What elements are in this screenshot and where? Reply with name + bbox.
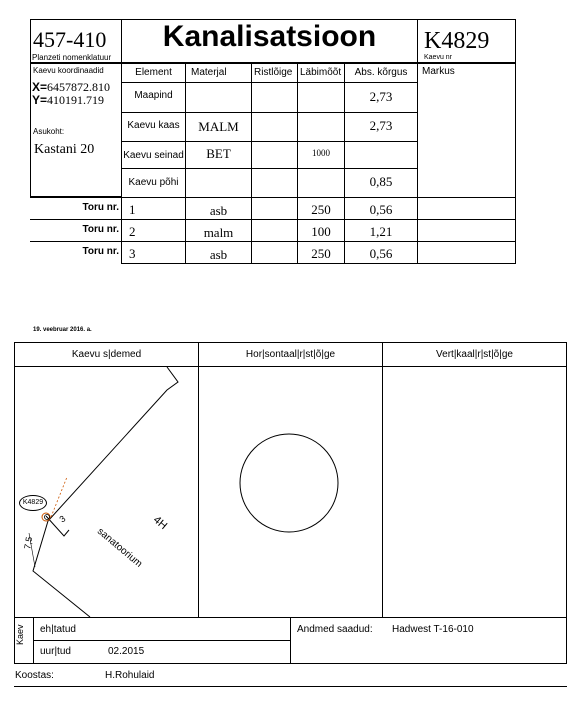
pipe-labimoot: 250: [311, 202, 331, 217]
header-rule: [30, 62, 516, 64]
card-border-left: [30, 19, 31, 197]
well-id-caption: Kaevu nr: [424, 54, 453, 61]
sketch-well-label: K4829: [19, 495, 47, 511]
plan-number: 457-410: [33, 27, 107, 52]
well-plan-circle: [199, 367, 382, 617]
pipe-number: 1: [129, 202, 136, 217]
table-rule: [121, 263, 516, 264]
vertical-section-title: Vert|kaal|r|st|õ|ge: [436, 349, 513, 360]
pipe-labimoot: 250: [311, 246, 331, 261]
row-material: BET: [206, 146, 231, 161]
andmed-label: Andmed saadud:: [297, 624, 373, 635]
coords-caption: Kaevu koordinaadid: [33, 66, 104, 75]
uuritud-label: uur|tud: [40, 646, 71, 657]
pipe-label: Toru nr.: [82, 224, 119, 235]
col-header-labimoot: Läbimõõt: [300, 67, 342, 78]
pipe-material: asb: [209, 203, 228, 218]
table-rule: [122, 141, 417, 142]
row-abs-korgus: 2,73: [369, 89, 393, 104]
sketch-building-name: sanatoorium: [94, 526, 145, 570]
document-date: 19. veebruar 2016. a.: [33, 327, 92, 333]
row-labimoot: 1000: [312, 148, 330, 158]
pipe-label: Toru nr.: [82, 202, 119, 213]
page-title: Kanalisatsioon: [162, 20, 377, 53]
row-material: MALM: [198, 119, 239, 134]
card-divider-right: [417, 19, 418, 264]
sheet-col-divider: [382, 342, 383, 618]
address-caption: Asukoht:: [33, 127, 65, 136]
site-sketch: [15, 367, 198, 617]
sketch-dimension: 3: [57, 513, 68, 525]
card-border-right: [515, 19, 516, 264]
pipe-number: 2: [129, 224, 136, 239]
pipe-abs-korgus: 1,21: [369, 224, 393, 239]
row-element: Kaevu kaas: [127, 120, 180, 131]
table-rule: [122, 168, 417, 169]
table-col-rule: [251, 62, 252, 264]
table-rule: [30, 241, 516, 242]
footer-bottom-rule: [14, 686, 567, 687]
y-coordinate: [32, 93, 104, 108]
pipe-abs-korgus: 0,56: [369, 202, 393, 217]
address: Kastani 20: [34, 142, 95, 157]
uuritud-date: 02.2015: [108, 646, 145, 657]
sketch-dimension: 7,5: [22, 535, 35, 551]
pipe-material: asb: [209, 247, 228, 262]
pipe-labimoot: 100: [311, 224, 331, 239]
koostas-value: H.Rohulaid: [105, 670, 155, 681]
sheet-border-right: [566, 342, 567, 663]
sketch-building-number: 4H: [150, 513, 170, 533]
koostas-label: Koostas:: [15, 670, 54, 681]
row-element: Maapind: [134, 90, 173, 101]
table-rule: [122, 112, 417, 113]
plan-number-caption: Planzeti nomenklatuur: [32, 53, 112, 62]
row-element: Kaevu seinad: [123, 150, 184, 161]
x-label: X=: [32, 80, 48, 94]
x-value: 6457872.810: [47, 80, 111, 94]
col-header-material: Materjal: [191, 67, 227, 78]
row-element: Kaevu põhi: [128, 177, 179, 188]
horizontal-section-title: Hor|sontaal|r|st|õ|ge: [245, 349, 336, 360]
y-value: 410191.719: [47, 93, 105, 107]
row-abs-korgus: 0,85: [369, 174, 393, 189]
table-rule: [30, 219, 516, 220]
footer-row-rule: [33, 640, 291, 641]
col-header-element: Element: [135, 67, 172, 78]
row-abs-korgus: 2,73: [369, 118, 393, 133]
kaev-label: Kaev: [15, 624, 25, 645]
pipe-material: malm: [203, 225, 234, 240]
andmed-value: Hadwest T-16-010: [392, 624, 474, 635]
table-rule: [122, 82, 417, 83]
table-rule: [30, 197, 516, 198]
ehitatud-label: eh|tatud: [40, 624, 76, 635]
pipe-label: Toru nr.: [82, 246, 119, 257]
pipe-abs-korgus: 0,56: [369, 246, 393, 261]
pipe-number: 3: [129, 246, 136, 261]
col-header-markus: Markus: [422, 66, 455, 77]
col-header-abs-korgus: Abs. kõrgus: [354, 67, 408, 78]
well-id: K4829: [424, 28, 490, 54]
sheet-border-top: [14, 342, 567, 343]
col-header-ristloige: Ristlõige: [254, 67, 293, 78]
sketch-column-title: Kaevu s|demed: [71, 349, 142, 360]
y-label: Y=: [32, 93, 48, 107]
